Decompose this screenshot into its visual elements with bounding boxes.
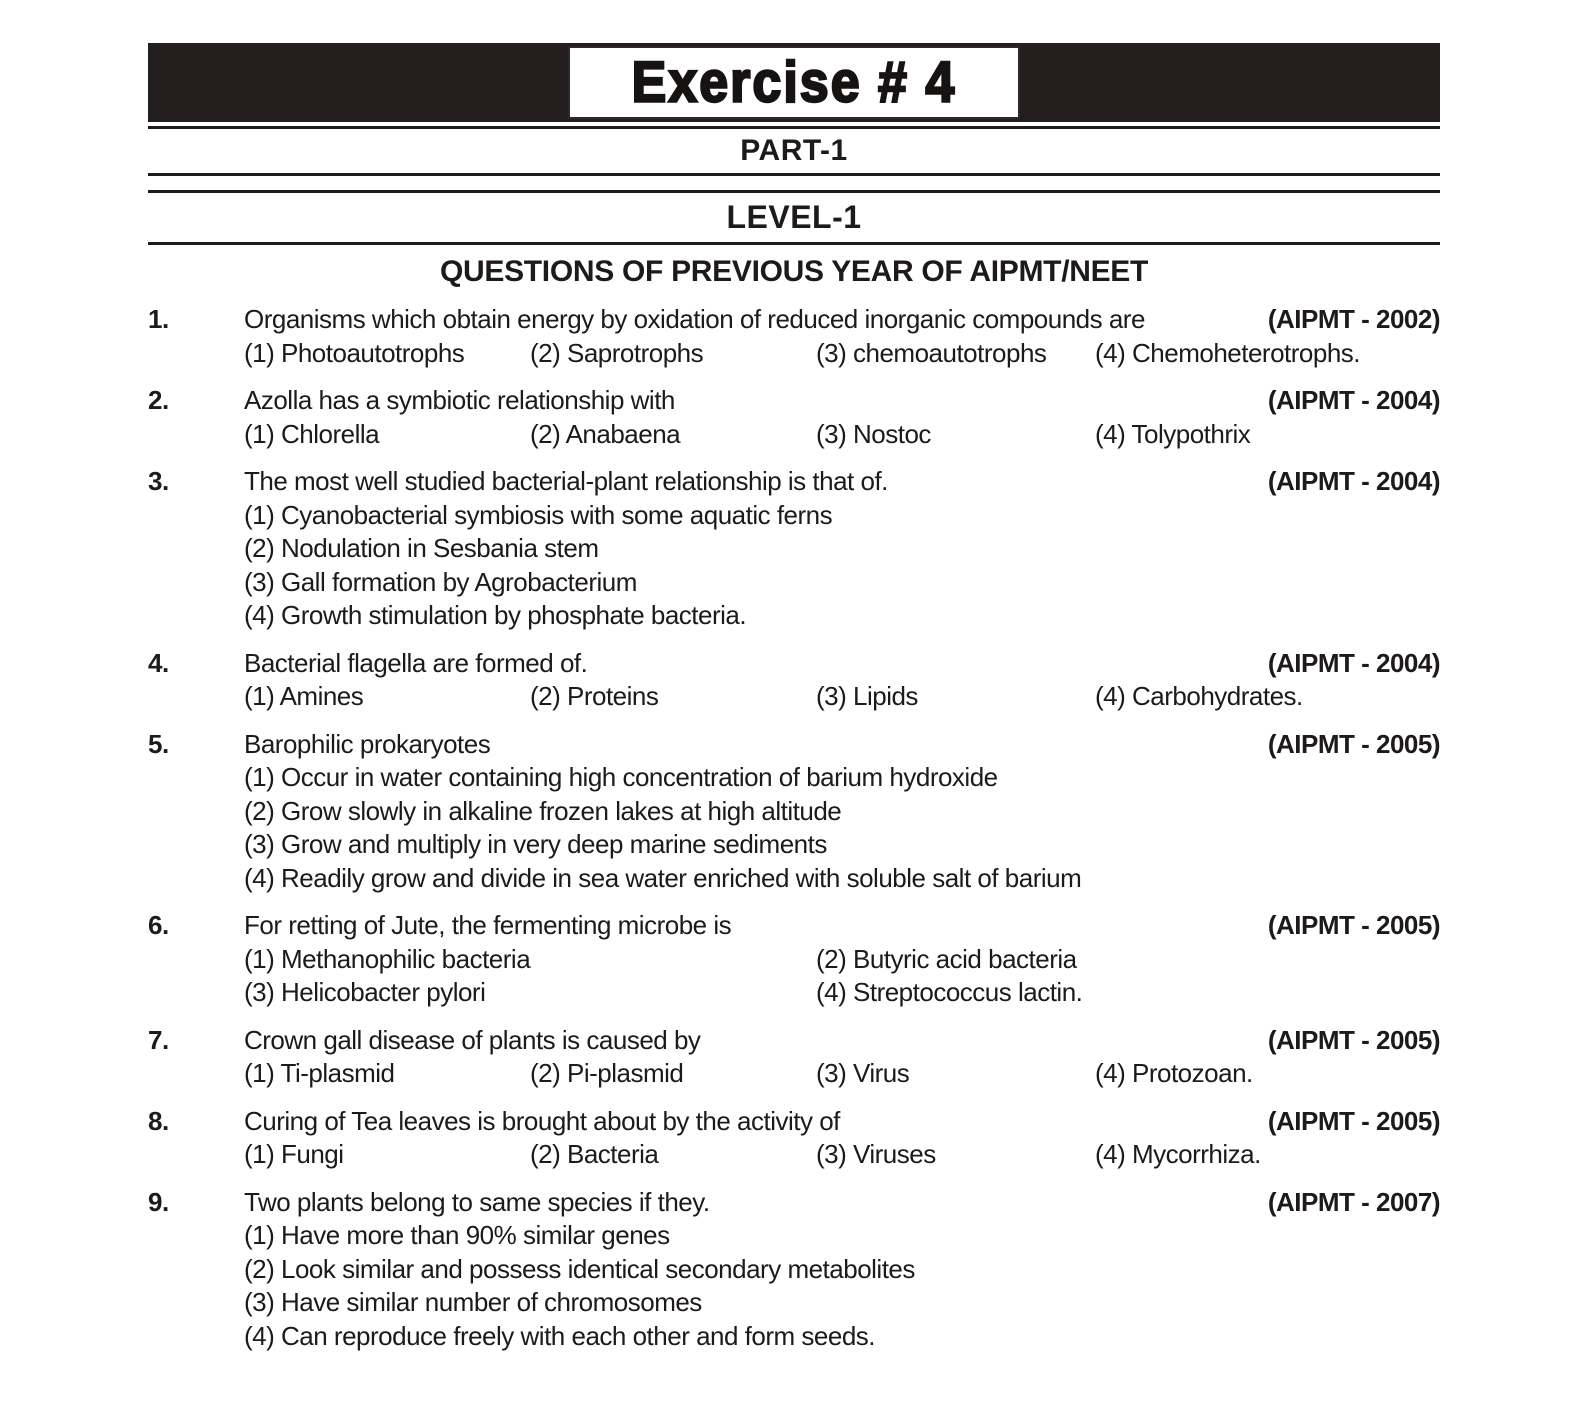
question-source-tag: (AIPMT - 2005) bbox=[1267, 728, 1440, 759]
question-head bbox=[244, 465, 1440, 499]
question-body bbox=[244, 384, 1440, 451]
question-body bbox=[244, 909, 1440, 1010]
question-text: Azolla has a symbiotic relationship with bbox=[244, 385, 675, 415]
question-head bbox=[244, 1024, 1440, 1058]
question-options bbox=[244, 337, 1440, 371]
option-4: (4) Growth stimulation by phosphate bacteria. bbox=[244, 600, 747, 630]
question-options bbox=[244, 1057, 1440, 1091]
option-4: (4) Can reproduce freely with each other and form seeds. bbox=[244, 1320, 876, 1351]
option-4: (4) Readily grow and divide in sea water enriched with soluble salt of barium bbox=[244, 862, 1082, 893]
option-4: (4) Mycorrhiza. bbox=[1095, 1139, 1261, 1169]
page-content bbox=[148, 43, 1440, 1353]
question-text: Curing of Tea leaves is brought about by the activity of bbox=[244, 1105, 840, 1136]
question-options bbox=[244, 418, 1440, 452]
question-head bbox=[244, 1186, 1440, 1220]
option-3: (3) Virus bbox=[816, 1058, 910, 1088]
option-4: (4) Streptococcus lactin. bbox=[816, 977, 1083, 1007]
question-list bbox=[148, 303, 1440, 1353]
question-source-tag: (AIPMT - 2005) bbox=[1267, 1105, 1440, 1136]
option-1: (1) Ti-plasmid bbox=[244, 1058, 395, 1088]
question-body bbox=[244, 1105, 1440, 1172]
question-body bbox=[244, 728, 1440, 896]
level-title: LEVEL-1 bbox=[726, 199, 862, 235]
option-3: (3) Helicobacter pylori bbox=[244, 977, 486, 1007]
question-number: 6. bbox=[148, 910, 169, 940]
question-body bbox=[244, 647, 1440, 714]
question-number: 7. bbox=[148, 1024, 169, 1055]
question-head bbox=[244, 1105, 1440, 1139]
part-title: PART-1 bbox=[740, 134, 848, 167]
option-3: (3) Gall formation by Agrobacterium bbox=[244, 566, 637, 597]
question-body bbox=[244, 465, 1440, 633]
question-source-tag: (AIPMT - 2004) bbox=[1267, 647, 1440, 678]
question-number: 8. bbox=[148, 1105, 169, 1136]
question-2 bbox=[148, 384, 1440, 451]
exercise-title: Exercise # 4 bbox=[631, 50, 957, 115]
option-4: (4) Tolypothrix bbox=[1095, 418, 1251, 449]
option-2: (2) Proteins bbox=[530, 681, 659, 711]
question-text: Bacterial flagella are formed of. bbox=[244, 647, 588, 678]
question-options bbox=[244, 1219, 1440, 1353]
divider-below-level bbox=[148, 242, 1440, 245]
question-number: 2. bbox=[148, 385, 169, 415]
question-4 bbox=[148, 647, 1440, 714]
option-1: (1) Chlorella bbox=[244, 418, 380, 449]
option-1: (1) Fungi bbox=[244, 1139, 344, 1169]
question-source-tag: (AIPMT - 2007) bbox=[1267, 1186, 1440, 1217]
question-source-tag: (AIPMT - 2002) bbox=[1267, 304, 1440, 334]
question-options bbox=[244, 1138, 1440, 1172]
question-text: Barophilic prokaryotes bbox=[244, 728, 491, 759]
question-number: 3. bbox=[148, 466, 169, 496]
question-source-tag: (AIPMT - 2005) bbox=[1267, 910, 1440, 940]
question-9 bbox=[148, 1186, 1440, 1354]
option-3: (3) Lipids bbox=[816, 681, 918, 711]
question-options bbox=[244, 943, 1440, 1010]
question-options bbox=[244, 680, 1440, 714]
question-body bbox=[244, 1024, 1440, 1091]
question-number: 4. bbox=[148, 647, 169, 678]
option-3: (3) Nostoc bbox=[816, 418, 931, 449]
option-1: (1) Methanophilic bacteria bbox=[244, 943, 531, 974]
question-6 bbox=[148, 909, 1440, 1010]
option-3: (3) Viruses bbox=[816, 1139, 936, 1169]
question-options bbox=[244, 761, 1440, 895]
question-head bbox=[244, 728, 1440, 762]
divider-below-part bbox=[148, 173, 1440, 176]
question-text: Two plants belong to same species if they. bbox=[244, 1186, 710, 1217]
question-text: Crown gall disease of plants is caused by bbox=[244, 1024, 701, 1055]
question-source-tag: (AIPMT - 2004) bbox=[1267, 385, 1440, 415]
question-source-tag: (AIPMT - 2004) bbox=[1267, 466, 1440, 496]
option-1: (1) Have more than 90% similar genes bbox=[244, 1220, 670, 1250]
option-1: (1) Cyanobacterial symbiosis with some aquatic ferns bbox=[244, 499, 833, 530]
option-4: (4) Protozoan. bbox=[1095, 1058, 1253, 1088]
option-2: (2) Grow slowly in alkaline frozen lakes at high altitude bbox=[244, 795, 842, 826]
question-3 bbox=[148, 465, 1440, 633]
question-body bbox=[244, 1186, 1440, 1354]
option-3: (3) chemoautotrophs bbox=[816, 337, 1047, 368]
question-7 bbox=[148, 1024, 1440, 1091]
question-head bbox=[244, 647, 1440, 681]
exercise-banner bbox=[148, 43, 1440, 122]
question-number: 1. bbox=[148, 304, 169, 334]
option-2: (2) Nodulation in Sesbania stem bbox=[244, 533, 599, 563]
section-heading: QUESTIONS OF PREVIOUS YEAR OF AIPMT/NEET bbox=[439, 255, 1149, 288]
exercise-title-box bbox=[568, 46, 1020, 119]
question-text: For retting of Jute, the fermenting microbe is bbox=[244, 910, 732, 940]
document-page bbox=[0, 43, 1592, 1353]
option-3: (3) Grow and multiply in very deep marine sediments bbox=[244, 829, 827, 859]
option-2: (2) Bacteria bbox=[530, 1139, 659, 1169]
option-4: (4) Chemoheterotrophs. bbox=[1095, 337, 1361, 368]
option-1: (1) Photoautotrophs bbox=[244, 337, 465, 368]
question-8 bbox=[148, 1105, 1440, 1172]
question-source-tag: (AIPMT - 2005) bbox=[1267, 1024, 1440, 1055]
option-1: (1) Occur in water containing high concentration of barium hydroxide bbox=[244, 762, 998, 792]
question-text: Organisms which obtain energy by oxidation of reduced inorganic compounds are bbox=[244, 304, 1145, 334]
question-text: The most well studied bacterial-plant relationship is that of. bbox=[244, 466, 888, 496]
option-3: (3) Have similar number of chromosomes bbox=[244, 1287, 702, 1317]
question-head bbox=[244, 909, 1440, 943]
question-1 bbox=[148, 303, 1440, 370]
option-2: (2) Saprotrophs bbox=[530, 337, 704, 368]
option-2: (2) Pi-plasmid bbox=[530, 1058, 684, 1088]
option-2: (2) Butyric acid bacteria bbox=[816, 943, 1077, 974]
option-2: (2) Look similar and possess identical secondary metabolites bbox=[244, 1253, 915, 1284]
option-2: (2) Anabaena bbox=[530, 418, 681, 449]
question-number: 5. bbox=[148, 728, 169, 759]
question-head bbox=[244, 384, 1440, 418]
question-head bbox=[244, 303, 1440, 337]
question-5 bbox=[148, 728, 1440, 896]
question-options bbox=[244, 499, 1440, 633]
question-number: 9. bbox=[148, 1186, 169, 1217]
question-body bbox=[244, 303, 1440, 370]
option-4: (4) Carbohydrates. bbox=[1095, 681, 1303, 711]
option-1: (1) Amines bbox=[244, 681, 364, 711]
